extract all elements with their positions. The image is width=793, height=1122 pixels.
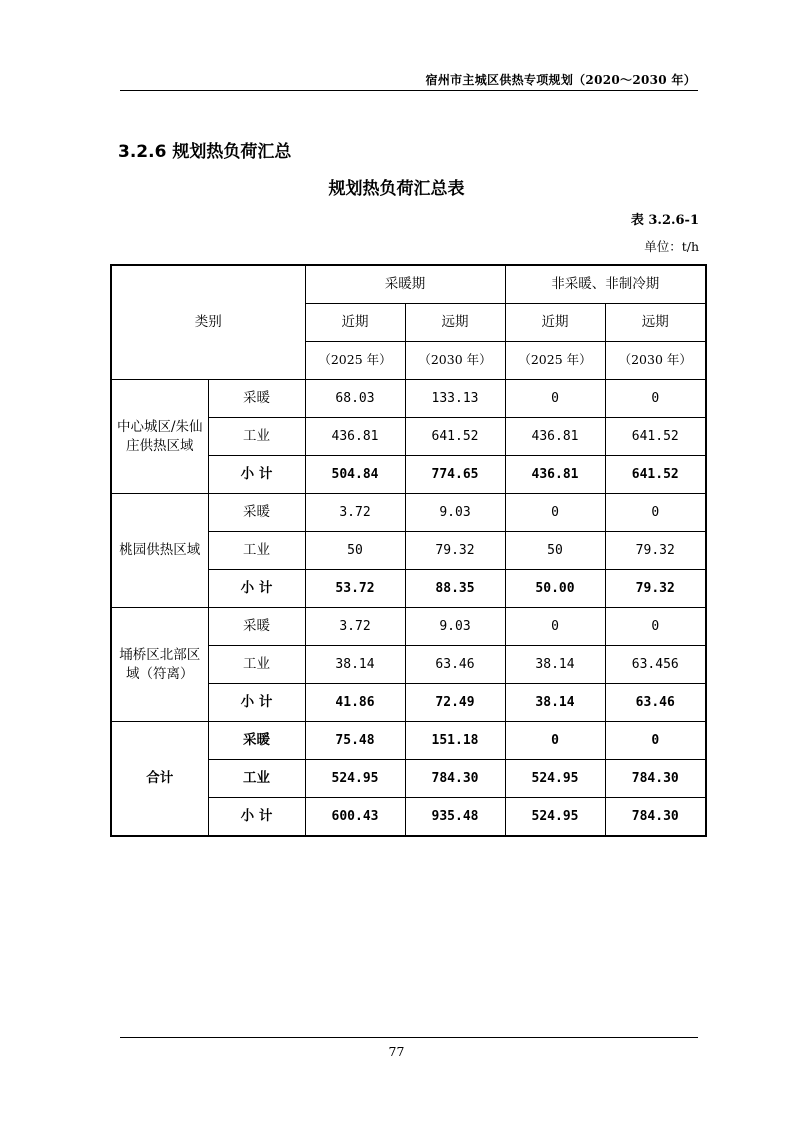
value-cell: 0 <box>605 722 706 760</box>
unit-note: 单位：t/h <box>644 239 699 254</box>
value-cell: 641.52 <box>605 418 706 456</box>
row-type: 采暖 <box>208 722 305 760</box>
row-type: 小 计 <box>208 456 305 494</box>
value-cell: 641.52 <box>605 456 706 494</box>
row-type: 小 计 <box>208 570 305 608</box>
header-divider <box>120 90 698 91</box>
section-heading: 3.2.6 规划热负荷汇总 <box>118 142 292 162</box>
value-cell: 524.95 <box>305 760 405 798</box>
heat-load-summary-table <box>110 264 707 837</box>
group-label: 中心城区/朱仙庄供热区域 <box>111 380 208 494</box>
value-cell: 38.14 <box>505 646 605 684</box>
value-cell: 0 <box>505 494 605 532</box>
value-cell: 63.46 <box>405 646 505 684</box>
row-type: 工业 <box>208 760 305 798</box>
value-cell: 50 <box>505 532 605 570</box>
long-term-header: 远期 <box>605 304 706 342</box>
row-type: 工业 <box>208 418 305 456</box>
value-cell: 436.81 <box>505 418 605 456</box>
value-cell: 50 <box>305 532 405 570</box>
value-cell: 79.32 <box>605 532 706 570</box>
value-cell: 784.30 <box>405 760 505 798</box>
value-cell: 0 <box>605 608 706 646</box>
value-cell: 3.72 <box>305 494 405 532</box>
value-cell: 151.18 <box>405 722 505 760</box>
row-type: 小 计 <box>208 798 305 837</box>
near-term-header: 近期 <box>305 304 405 342</box>
total-row <box>111 722 706 760</box>
near-year-header: （2025 年） <box>505 342 605 380</box>
value-cell: 641.52 <box>405 418 505 456</box>
category-header: 类别 <box>111 265 305 380</box>
value-cell: 88.35 <box>405 570 505 608</box>
value-cell: 9.03 <box>405 608 505 646</box>
group-label: 埇桥区北部区域（符离） <box>111 608 208 722</box>
value-cell: 63.456 <box>605 646 706 684</box>
table-title: 规划热负荷汇总表 <box>328 179 465 199</box>
table-number: 表 3.2.6-1 <box>630 213 699 228</box>
value-cell: 79.32 <box>405 532 505 570</box>
near-term-header: 近期 <box>505 304 605 342</box>
value-cell: 504.84 <box>305 456 405 494</box>
value-cell: 436.81 <box>505 456 605 494</box>
value-cell: 935.48 <box>405 798 505 837</box>
value-cell: 524.95 <box>505 798 605 837</box>
value-cell: 53.72 <box>305 570 405 608</box>
long-term-header: 远期 <box>405 304 505 342</box>
value-cell: 38.14 <box>505 684 605 722</box>
table-row <box>111 380 706 418</box>
group-label: 桃园供热区域 <box>111 494 208 608</box>
row-type: 小 计 <box>208 684 305 722</box>
row-type: 工业 <box>208 532 305 570</box>
footer-divider <box>120 1037 698 1038</box>
value-cell: 41.86 <box>305 684 405 722</box>
value-cell: 0 <box>605 494 706 532</box>
running-header: 宿州市主城区供热专项规划（2020～2030 年） <box>425 73 696 87</box>
value-cell: 436.81 <box>305 418 405 456</box>
value-cell: 0 <box>505 380 605 418</box>
value-cell: 784.30 <box>605 760 706 798</box>
value-cell: 38.14 <box>305 646 405 684</box>
value-cell: 774.65 <box>405 456 505 494</box>
value-cell: 0 <box>505 608 605 646</box>
row-type: 工业 <box>208 646 305 684</box>
table-row <box>111 494 706 532</box>
table-header-row <box>111 265 706 304</box>
value-cell: 524.95 <box>505 760 605 798</box>
value-cell: 79.32 <box>605 570 706 608</box>
row-type: 采暖 <box>208 608 305 646</box>
value-cell: 9.03 <box>405 494 505 532</box>
near-year-header: （2025 年） <box>305 342 405 380</box>
non-heating-period-header: 非采暖、非制冷期 <box>505 265 706 304</box>
group-label: 合计 <box>111 722 208 837</box>
value-cell: 75.48 <box>305 722 405 760</box>
value-cell: 0 <box>605 380 706 418</box>
value-cell: 63.46 <box>605 684 706 722</box>
value-cell: 3.72 <box>305 608 405 646</box>
table-row <box>111 608 706 646</box>
value-cell: 50.00 <box>505 570 605 608</box>
row-type: 采暖 <box>208 380 305 418</box>
heating-period-header: 采暖期 <box>305 265 505 304</box>
value-cell: 133.13 <box>405 380 505 418</box>
value-cell: 68.03 <box>305 380 405 418</box>
value-cell: 600.43 <box>305 798 405 837</box>
row-type: 采暖 <box>208 494 305 532</box>
value-cell: 0 <box>505 722 605 760</box>
page-number: 77 <box>388 1044 405 1059</box>
long-year-header: （2030 年） <box>405 342 505 380</box>
value-cell: 72.49 <box>405 684 505 722</box>
long-year-header: （2030 年） <box>605 342 706 380</box>
value-cell: 784.30 <box>605 798 706 837</box>
